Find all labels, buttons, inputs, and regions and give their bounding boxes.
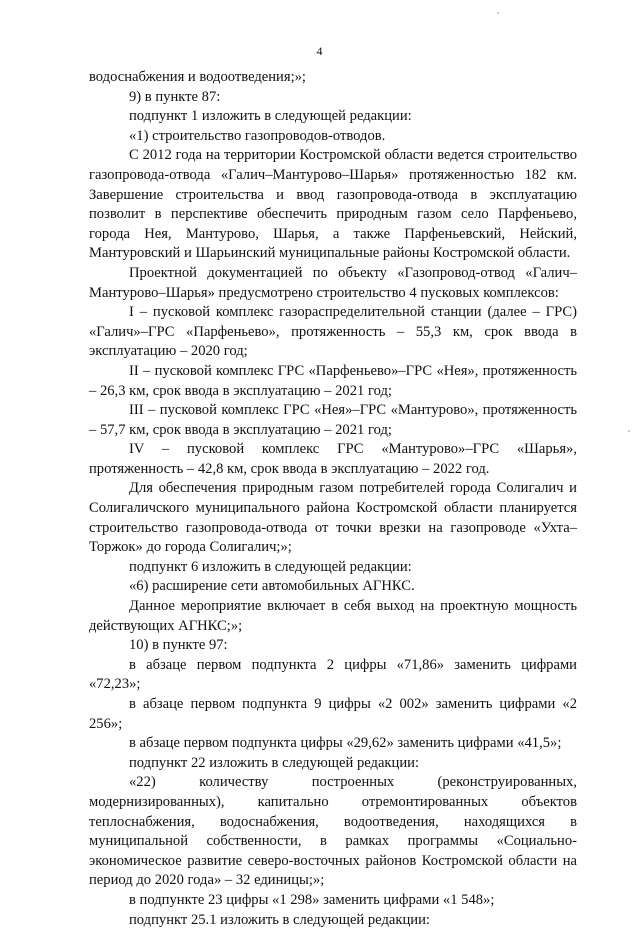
paragraph: подпункт 25.1 изложить в следующей редакции: <box>129 911 430 928</box>
paragraph: «1) строительство газопроводов-отводов. <box>129 127 386 144</box>
scan-speck <box>497 12 499 14</box>
paragraph: подпункт 1 изложить в следующей редакции: <box>129 108 412 125</box>
paragraph: в абзаце первом подпункта цифры «29,62» заменить цифрами «41,5»; <box>129 735 562 752</box>
paragraph: С 2012 года на территории Костромской области ведется строительство газопровода-отвода «Галич–Мантурово–Шарья» протяженностью 182 км. Завершение строительства и ввод газопровода-отвода в эксплуатацию позволит в перспективе обеспечить природным газом село Парфеньево, города Нея, Мантурово, Шарья, а также Парфеньевский, Нейский, Мантуровский и Шарьинский муниципальные районы Костромской области. <box>89 147 577 262</box>
paragraph: II – пусковой комплекс ГРС «Парфеньево»–ГРС «Нея», протяженность – 26,3 км, срок ввода в эксплуатацию – 2021 год; <box>89 362 577 399</box>
paragraph: в абзаце первом подпункта 9 цифры «2 002» заменить цифрами «2 256»; <box>89 696 577 732</box>
paragraph: III – пусковой комплекс ГРС «Нея»–ГРС «Мантурово», протяженность – 57,7 км, срок ввода в эксплуатацию – 2021 год; <box>89 402 577 438</box>
paragraph: IV – пусковой комплекс ГРС «Мантурово»–ГРС «Шарья», протяженность – 42,8 км, срок ввода в эксплуатацию – 2022 год. <box>89 441 577 477</box>
scan-speck <box>628 430 630 432</box>
paragraph: в подпункте 23 цифры «1 298» заменить цифрами «1 548»; <box>129 891 495 908</box>
paragraph: 9) в пункте 87: <box>129 88 221 105</box>
document-body <box>89 68 577 930</box>
paragraph: Для обеспечения природным газом потребителей города Солигалич и Солигаличского муниципального района Костромской области планируется строительство газопровода-отвода от точки врезки на газопроводе «Ухта–Торжок» до города Солигалич;»; <box>89 480 577 556</box>
paragraph: подпункт 6 изложить в следующей редакции: <box>129 558 412 575</box>
paragraph: подпункт 22 изложить в следующей редакции: <box>129 754 420 771</box>
paragraph: в абзаце первом подпункта 2 цифры «71,86» заменить цифрами «72,23»; <box>89 656 577 693</box>
page-number: 4 <box>316 44 323 58</box>
paragraph: «6) расширение сети автомобильных АГНКС. <box>129 578 415 595</box>
paragraph: водоснабжения и водоотведения;»; <box>89 69 306 85</box>
paragraph: «22) количеству построенных (реконструированных, модернизированных), капитально отремонтированных объектов теплоснабжения, водоснабжения, водоотведения, находящихся в муниципальной собственности, в рамках программы «Социально-экономическое развитие северо-восточных районов Костромской области на период до 2020 года» – 32 единицы;»; <box>89 774 577 889</box>
paragraph: 10) в пункте 97: <box>129 637 228 654</box>
paragraph: Данное мероприятие включает в себя выход на проектную мощность действующих АГНКС;»; <box>89 598 577 634</box>
paragraph: I – пусковой комплекс газораспределительной станции (далее – ГРС) «Галич»–ГРС «Парфеньево», протяженность – 55,3 км, срок ввода в эксплуатацию – 2020 год; <box>89 304 577 360</box>
paragraph: Проектной документацией по объекту «Газопровод-отвод «Галич–Мантурово–Шарья» предусмотрено строительство 4 пусковых комплексов: <box>89 264 577 301</box>
